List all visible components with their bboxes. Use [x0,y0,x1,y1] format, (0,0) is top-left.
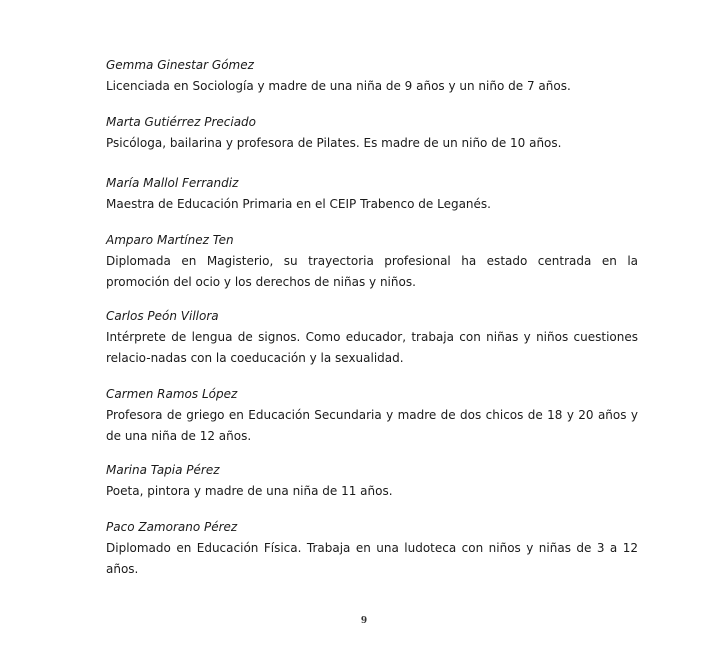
contributor-name: Carmen Ramos López [106,387,238,401]
contributor-entry [106,55,638,97]
contributor-bio: Diplomado en Educación Física. Trabaja en una ludoteca con niños y niñas de 3 a 12 años. [106,541,638,576]
contributor-name: Gemma Ginestar Gómez [106,58,254,72]
contributor-bio: Psicóloga, bailarina y profesora de Pilates. Es madre de un niño de 10 años. [106,136,562,150]
contributor-entry [106,173,638,215]
contributor-bio: Profesora de griego en Educación Secundaria y madre de dos chicos de 18 y 20 años y de una niña de 12 años. [106,408,638,443]
contributor-entry [106,460,638,502]
contributor-entry [106,230,638,293]
contributor-bio: Poeta, pintora y madre de una niña de 11 años. [106,484,393,498]
contributor-name: María Mallol Ferrandiz [106,176,239,190]
contributor-bio: Diplomada en Magisterio, su trayectoria profesional ha estado centrada en la promoción del ocio y los derechos de niñas y niños. [106,254,638,289]
contributor-entry [106,384,638,447]
contributor-name: Paco Zamorano Pérez [106,520,238,534]
contributor-name: Carlos Peón Villora [106,309,219,323]
contributor-entry [106,517,638,580]
contributor-entry [106,306,638,369]
contributor-bio: Intérprete de lengua de signos. Como educador, trabaja con niñas y niños cuestiones relacio-nadas con la coeducación y la sexualidad. [106,330,638,365]
contributor-name: Marina Tapia Pérez [106,463,220,477]
contributor-name: Amparo Martínez Ten [106,233,234,247]
contributor-bio: Maestra de Educación Primaria en el CEIP Trabenco de Leganés. [106,197,491,211]
contributor-entry [106,112,638,154]
contributor-bio: Licenciada en Sociología y madre de una niña de 9 años y un niño de 7 años. [106,79,571,93]
contributor-name: Marta Gutiérrez Preciado [106,115,256,129]
page-number: 9 [360,616,368,626]
